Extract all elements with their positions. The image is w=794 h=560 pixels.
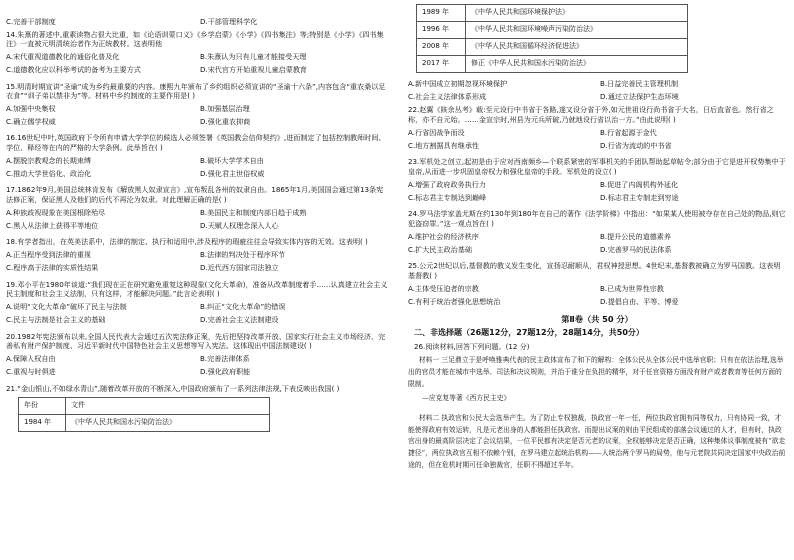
table-row: [417, 5, 688, 22]
option: B.完善法律体系: [200, 354, 250, 364]
law-table-continued: [416, 4, 688, 73]
table-header-cell: 文件: [66, 398, 270, 415]
question-14: [6, 30, 388, 79]
question-options: [408, 284, 786, 310]
option: D.完善社会主义法制建设: [200, 315, 279, 325]
table-cell-year: 1996 年: [417, 22, 466, 39]
table-row: [417, 56, 688, 73]
option: C.扩大民主政治基础: [408, 244, 472, 254]
option: C.重视与时俱进: [6, 367, 56, 377]
option: B.朱熹认为只有儿童才能接受天理: [200, 52, 307, 62]
option: A.加强中央集权: [6, 104, 56, 114]
option: D.强化重农抑商: [200, 117, 251, 127]
question-options: [408, 128, 786, 154]
option: D.强化政府职能: [200, 367, 251, 377]
question-stem: 16.16世纪中叶,英国政府下令所有申请大学学位的候选人必须签署《英国教会信仰契约》,进而制定了包括控制教师时间、学位、释经等在内的严格的大学条例。此举旨在( ): [6, 133, 386, 152]
question-23: [408, 157, 786, 206]
question-20: [6, 332, 388, 381]
option: D.强化君主世俗权威: [200, 169, 265, 179]
option: A.保障人权自由: [6, 354, 56, 364]
option: D.通过立法保护生态环境: [600, 92, 679, 102]
table-cell-year: 2008 年: [417, 39, 466, 56]
option: C.社会主义法律体系形成: [408, 92, 487, 102]
option: D.宋代官方开始重视儿童启蒙教育: [200, 65, 308, 75]
option: B.纠正“文化大革命”的错误: [200, 302, 286, 312]
question-stem: 14.朱熹的著述中,重素读物占很大比重，如《论语训蒙口义》《乡学启蒙》《小学》《四书集注》等;特别是《小学》《四书集注》一直被元明清统治者作为正统教材。这表明他: [6, 29, 384, 49]
option: C.确立儒学权威: [6, 117, 56, 127]
option: C.推动大学世俗化、政治化: [6, 169, 92, 179]
option: A.行省因战争而设: [408, 127, 465, 137]
option: C.有利于统治者强化思想统治: [408, 296, 501, 306]
question-stem: 19.邓小平在1980年谈道:“我们现在正在研究避免重复这种现象(文化大革命)，准备从改革制度着手……认真建立社会主义民主制度和社会主义法制，只有这样，才能解决问题。”此言论表明( ): [6, 279, 388, 299]
option: C.标志君主专制达到巅峰: [408, 192, 487, 202]
option: C.黑人从法律上获得平等地位: [6, 221, 99, 231]
option: A.新中国成立初期忽视环境保护: [408, 79, 508, 88]
table-header-cell: 年份: [19, 398, 66, 415]
table-cell-law: 《中华人民共和国水污染防治法》: [66, 415, 270, 432]
option: B.行省起源于金代: [600, 127, 657, 137]
question-25: [408, 261, 786, 310]
question-15: [6, 82, 388, 131]
option: D.干部管理科学化: [200, 16, 258, 26]
option: A.种族歧视现象在美国根除殆尽: [6, 208, 106, 217]
question-stem: 24.罗马法学家盖尤斯在约130年到180年在自己的著作《法学阶梯》中指出：“如果某人使用被夺存在自己处的物品,则它犯盗窃罪。”这一观点旨在( ): [408, 209, 786, 228]
question-stem: 18.有学者指出，在英美法系中，法律的制定、执行和适用中,涉及程序的瑕疵往往会导致实体内容的无效。这表明( ): [6, 237, 368, 247]
table-cell-year: 1984 年: [19, 415, 66, 432]
table-cell-law: 修正《中华人民共和国水污染防治法》: [466, 56, 688, 73]
section-title: 二、非选择题（26题12分，27题12分，28题14分，共50分）: [414, 327, 644, 337]
option: A.摆脱宗教观念的长期束缚: [6, 156, 92, 166]
q21-options: [408, 79, 786, 105]
table-cell-year: 1989 年: [417, 5, 466, 22]
material-one: 材料一 三足鼎立于是呼唤雅典代表的民主政体宣布了和下的解构：全体公民从全体公民中选举官职；只有在依法治理,选举出的官员才能在城市中选举、司法和决议规则，并治于谁分在负担的精华，对于任官资格方面没有财产或者教育等任何方面的限制。: [408, 356, 784, 388]
option: D.提倡自由、平等、博爱: [600, 296, 679, 306]
option: D.天赋人权理念深入人心: [200, 221, 279, 231]
question-options: [408, 180, 786, 206]
table-cell-law: 《中华人民共和国环境保护法》: [466, 5, 688, 22]
table-cell-law: 《中华人民共和国循环经济促进法》: [466, 39, 688, 56]
question-stem: 15.明清时期宣讲“圣谕”成为乡约最重要的内容。康熙九年颁布了乡约组织必须宣讲的“圣谕十六条”,内容包含“重农桑以足衣食”“训子弟以禁非为”等。材料中乡约制度的主要作用是( ): [6, 81, 386, 101]
option: A.正当程序受到法律的重视: [6, 250, 92, 260]
question-stem: 23.军机处之创立,起初是由于应对西南频乡—个联系紧密的军事机关的手团队帮助起草帖令;部分由于它是进开权势集中于皇帝,从而进一步巩固皇帝权力和强化皇帝的手段。军机处的设立( ): [408, 157, 786, 176]
question-17: [6, 185, 388, 234]
option: D.完善罗马的民法体系: [600, 244, 672, 254]
option: B.提升公民的道德素养: [600, 231, 671, 241]
option: C.程序高于法律的实质性结果: [6, 263, 99, 273]
option: A.宋代重视道德教化的通俗化普及化: [6, 52, 120, 62]
question-18: [6, 237, 388, 276]
option: A.说明“文化大革命”破坏了民主与法制: [6, 302, 127, 312]
table-row: [417, 39, 688, 56]
question-options: [408, 232, 786, 258]
option: A.维护社会的经济秩序: [408, 231, 479, 241]
question-options: [6, 52, 388, 78]
option: B.加强基层治理: [200, 104, 250, 114]
question-options: [6, 208, 388, 234]
option: B.破坏大学学术自由: [200, 156, 264, 166]
question-22: [408, 105, 786, 154]
table-header-row: [19, 398, 270, 415]
material-two: 材料二 执政官和公民大会选举产生。为了防止专权独裁，执政官一年一任，两位执政官拥有同等权力，只有协同一致，才能使得政府有效运转，凡是元老出身的人都能担任执政官。而提出议案的则由平民组成的部落会议通过的人才，但有时，执政官出身的最高阶层决定了会议结果，一位平民都有决定是否元老的议案，全权能够决定是否正确，这种集体议事制度被有“欲走捷径”，两位执政官互相不依赖个别，在罗马建立起统治机构——人统治两个罗马的局势，他与元老院共同决定国家中央政治前途的，但在危机时期可任命独裁官，任职不得超过半年。: [408, 413, 786, 470]
question-21: [6, 384, 388, 433]
question-stem: 17.1862年9月,美国总统林肯发布《解放黑人奴隶宣言》,宣布叛乱各州的奴隶自由。1865年1月,美国国会通过第13条宪法修正案，保证黑人及他们的后代不再沦为奴隶。对此理解正确的是( ): [6, 185, 384, 204]
option: C.民主与法制是社会主义的基础: [6, 315, 106, 325]
option: A.增强了政府政务执行力: [408, 179, 486, 189]
option: B.法律的判决处于程序环节: [200, 250, 286, 260]
option: B.日益完善民主管理机制: [600, 79, 679, 88]
table-cell-year: 2017 年: [417, 56, 466, 73]
question-options: [6, 250, 388, 276]
option: C.完善干部制度: [6, 16, 56, 26]
law-table: [18, 397, 270, 432]
question-19: [6, 280, 388, 329]
material-one-source: —应克复等著《西方民主史》: [422, 393, 511, 402]
question-26-header: 26.阅读材料,回答下列问题。(12 分): [414, 341, 530, 351]
option: D.标志君主专制走到穷途: [600, 192, 679, 202]
volume-title: 第Ⅱ卷（共 50 分）: [561, 313, 633, 324]
option: D.近代西方国家司法独立: [200, 263, 279, 273]
question-24: [408, 209, 786, 258]
question-stem: 20.1982年宪法颁布以来,全国人民代表大会通过五次宪法修正案，先后把坚持改革开放、国家实行社会主义市场经济、完善私有财产保护制度、习近平新时代中国特色社会主义思想等写入宪法。这体现出中国法制建设( ): [6, 331, 386, 351]
option: B.美国民主和制度内部日趋于成熟: [200, 208, 307, 217]
option: B.已成为世界性宗教: [600, 283, 664, 293]
table-row: [417, 22, 688, 39]
option: D.行省为流动的中书省: [600, 140, 672, 150]
option: C.道德教化应以科举考试的备考为主要方式: [6, 65, 141, 75]
table-cell-law: 《中华人民共和国环境噪声污染防治法》: [466, 22, 688, 39]
option: C.地方割据具有继承性: [408, 140, 480, 150]
question-stem: 25.公元2世纪以后,基督教的教义发生变化，宣扬忍耐顺从，君权神授思想。4世纪末,基督教被确立为罗马国教。这表明基督教( ): [408, 260, 781, 280]
question-options: [6, 302, 388, 328]
option: A.主体受压迫者的宗教: [408, 283, 479, 293]
right-column: [408, 0, 786, 560]
table-row: [19, 415, 270, 432]
option: B.促进了内阁机构外延化: [600, 179, 679, 189]
question-options: [6, 104, 388, 130]
q13-options-tail: [6, 17, 388, 30]
question-16: [6, 133, 388, 182]
question-options: [6, 354, 388, 380]
question-options: [6, 156, 388, 182]
question-stem: 21.“金山银山,不如绿水青山”,随着改革开放的不断深入,中国政府颁布了一系列法律法规,下表反映出我国( ): [6, 383, 340, 393]
question-stem: 22.赵翼《陔余丛考》载:至元设行中书省于各路,遂又设分省于外,如元世祖设行尚书省于大名，日后直省也。然行省之称，亦不自元始。……金宣宗时,州县为元兵所破,乃就地设行省以治一方。”由此说明( ): [408, 105, 774, 124]
left-column: [6, 0, 388, 560]
